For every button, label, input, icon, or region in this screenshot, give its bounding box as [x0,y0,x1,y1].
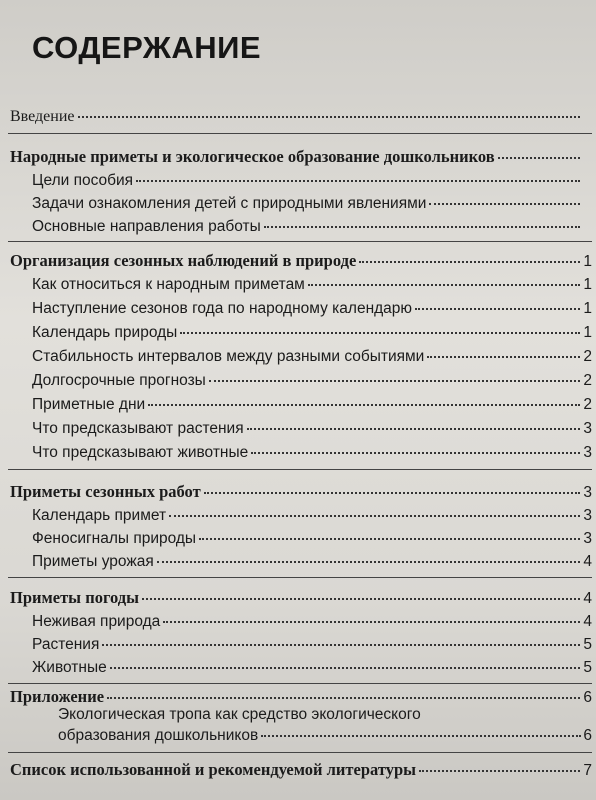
toc-label: Цели пособия [32,172,134,189]
toc-page: 3 [583,484,592,501]
toc-page: 3 [583,420,592,437]
dot-leader [110,667,580,669]
toc-label: Задачи ознакомления детей с природными явлениями [32,195,427,212]
toc-label: Что предсказывают животные [32,444,249,461]
toc-label: Что предсказывают растения [32,420,244,437]
toc-label: Приложение [10,687,105,706]
toc-item [32,443,592,463]
toc-item [32,194,592,214]
toc-label: Растения [32,636,100,653]
toc-item [32,612,592,632]
toc-label: Организация сезонных наблюдений в природе [10,251,357,270]
dot-leader [359,261,580,263]
toc-item [32,171,592,191]
dot-leader [209,380,580,382]
toc-item [32,299,592,319]
toc-page: 1 [583,253,592,270]
dot-leader [163,621,580,623]
toc-item [32,419,592,439]
toc-page: 3 [583,530,592,547]
toc-label: Стабильность интервалов между разными событиями [32,348,425,365]
dot-leader [247,428,580,430]
dot-leader [107,697,580,699]
toc-page: 1 [583,324,592,341]
toc-page: 6 [583,727,592,744]
toc-section-2 [10,251,592,272]
dot-leader [415,308,580,310]
dot-leader [102,644,580,646]
dot-leader [157,561,580,563]
dot-leader [261,735,581,737]
section-divider [8,241,592,242]
toc-label-line1: Экологическая тропа как средство экологического [58,706,421,723]
section-divider [8,469,592,470]
toc-entry-intro [10,107,592,127]
toc-section-4 [10,588,592,609]
toc-page: 5 [583,659,592,676]
toc-page: 2 [583,372,592,389]
toc-page: 1 [583,276,592,293]
toc-label: Народные приметы и экологическое образование дошкольников [10,147,495,166]
page-title: СОДЕРЖАНИЕ [32,30,262,65]
toc-item [32,658,592,678]
toc-label: Приметы погоды [10,588,140,607]
dot-leader [136,180,580,182]
toc-label: Животные [32,659,107,676]
dot-leader [142,598,580,600]
dot-leader [308,284,580,286]
section-divider [8,683,592,684]
toc-page: 4 [583,553,592,570]
toc-label: Неживая природа [32,613,161,630]
toc-label: Приметы сезонных работ [10,482,201,501]
toc-item [32,323,592,343]
toc-label: Основные направления работы [32,218,261,235]
toc-item [32,395,592,415]
toc-page: 4 [583,613,592,630]
dot-leader [429,203,580,205]
toc-label: Приметные дни [32,396,146,413]
toc-item [32,506,592,526]
toc-page: 5 [583,636,592,653]
toc-page: 4 [583,590,592,607]
toc-label: Долгосрочные прогнозы [32,372,206,389]
toc-entry-bibliography [10,760,592,781]
toc-label: Введение [10,108,75,125]
dot-leader [180,332,580,334]
toc-item-multiline [58,704,592,746]
toc-item [32,275,592,295]
toc-page: 7 [583,762,592,779]
toc-page: 6 [583,689,592,706]
dot-leader [199,538,580,540]
dot-leader [204,492,580,494]
toc-section-1 [10,147,592,167]
toc-item [32,217,592,237]
toc-label: Календарь природы [32,324,178,341]
dot-leader [264,226,580,228]
toc-item [32,552,592,572]
toc-label: Приметы урожая [32,553,154,570]
section-divider [8,752,592,753]
toc-page: 1 [583,300,592,317]
toc-label: Наступление сезонов года по народному календарю [32,300,413,317]
toc-item [32,347,592,367]
toc-page: 3 [583,507,592,524]
dot-leader [427,356,580,358]
toc-label: Феносигналы природы [32,530,197,547]
dot-leader [169,515,580,517]
dot-leader [78,116,581,118]
toc-page: 3 [583,444,592,461]
dot-leader [498,157,580,159]
toc-label: Календарь примет [32,507,167,524]
dot-leader [148,404,580,406]
toc-label: Список использованной и рекомендуемой литературы [10,760,417,779]
toc-label-line2: образования дошкольников [58,727,259,744]
section-divider [8,577,592,578]
toc-item [32,529,592,549]
section-divider [8,133,592,134]
toc-item [32,371,592,391]
dot-leader [419,770,580,772]
toc-label: Как относиться к народным приметам [32,276,305,293]
dot-leader [251,452,580,454]
toc-page: 2 [583,396,592,413]
toc-page: 2 [583,348,592,365]
toc-section-3 [10,482,592,503]
toc-item [32,635,592,655]
